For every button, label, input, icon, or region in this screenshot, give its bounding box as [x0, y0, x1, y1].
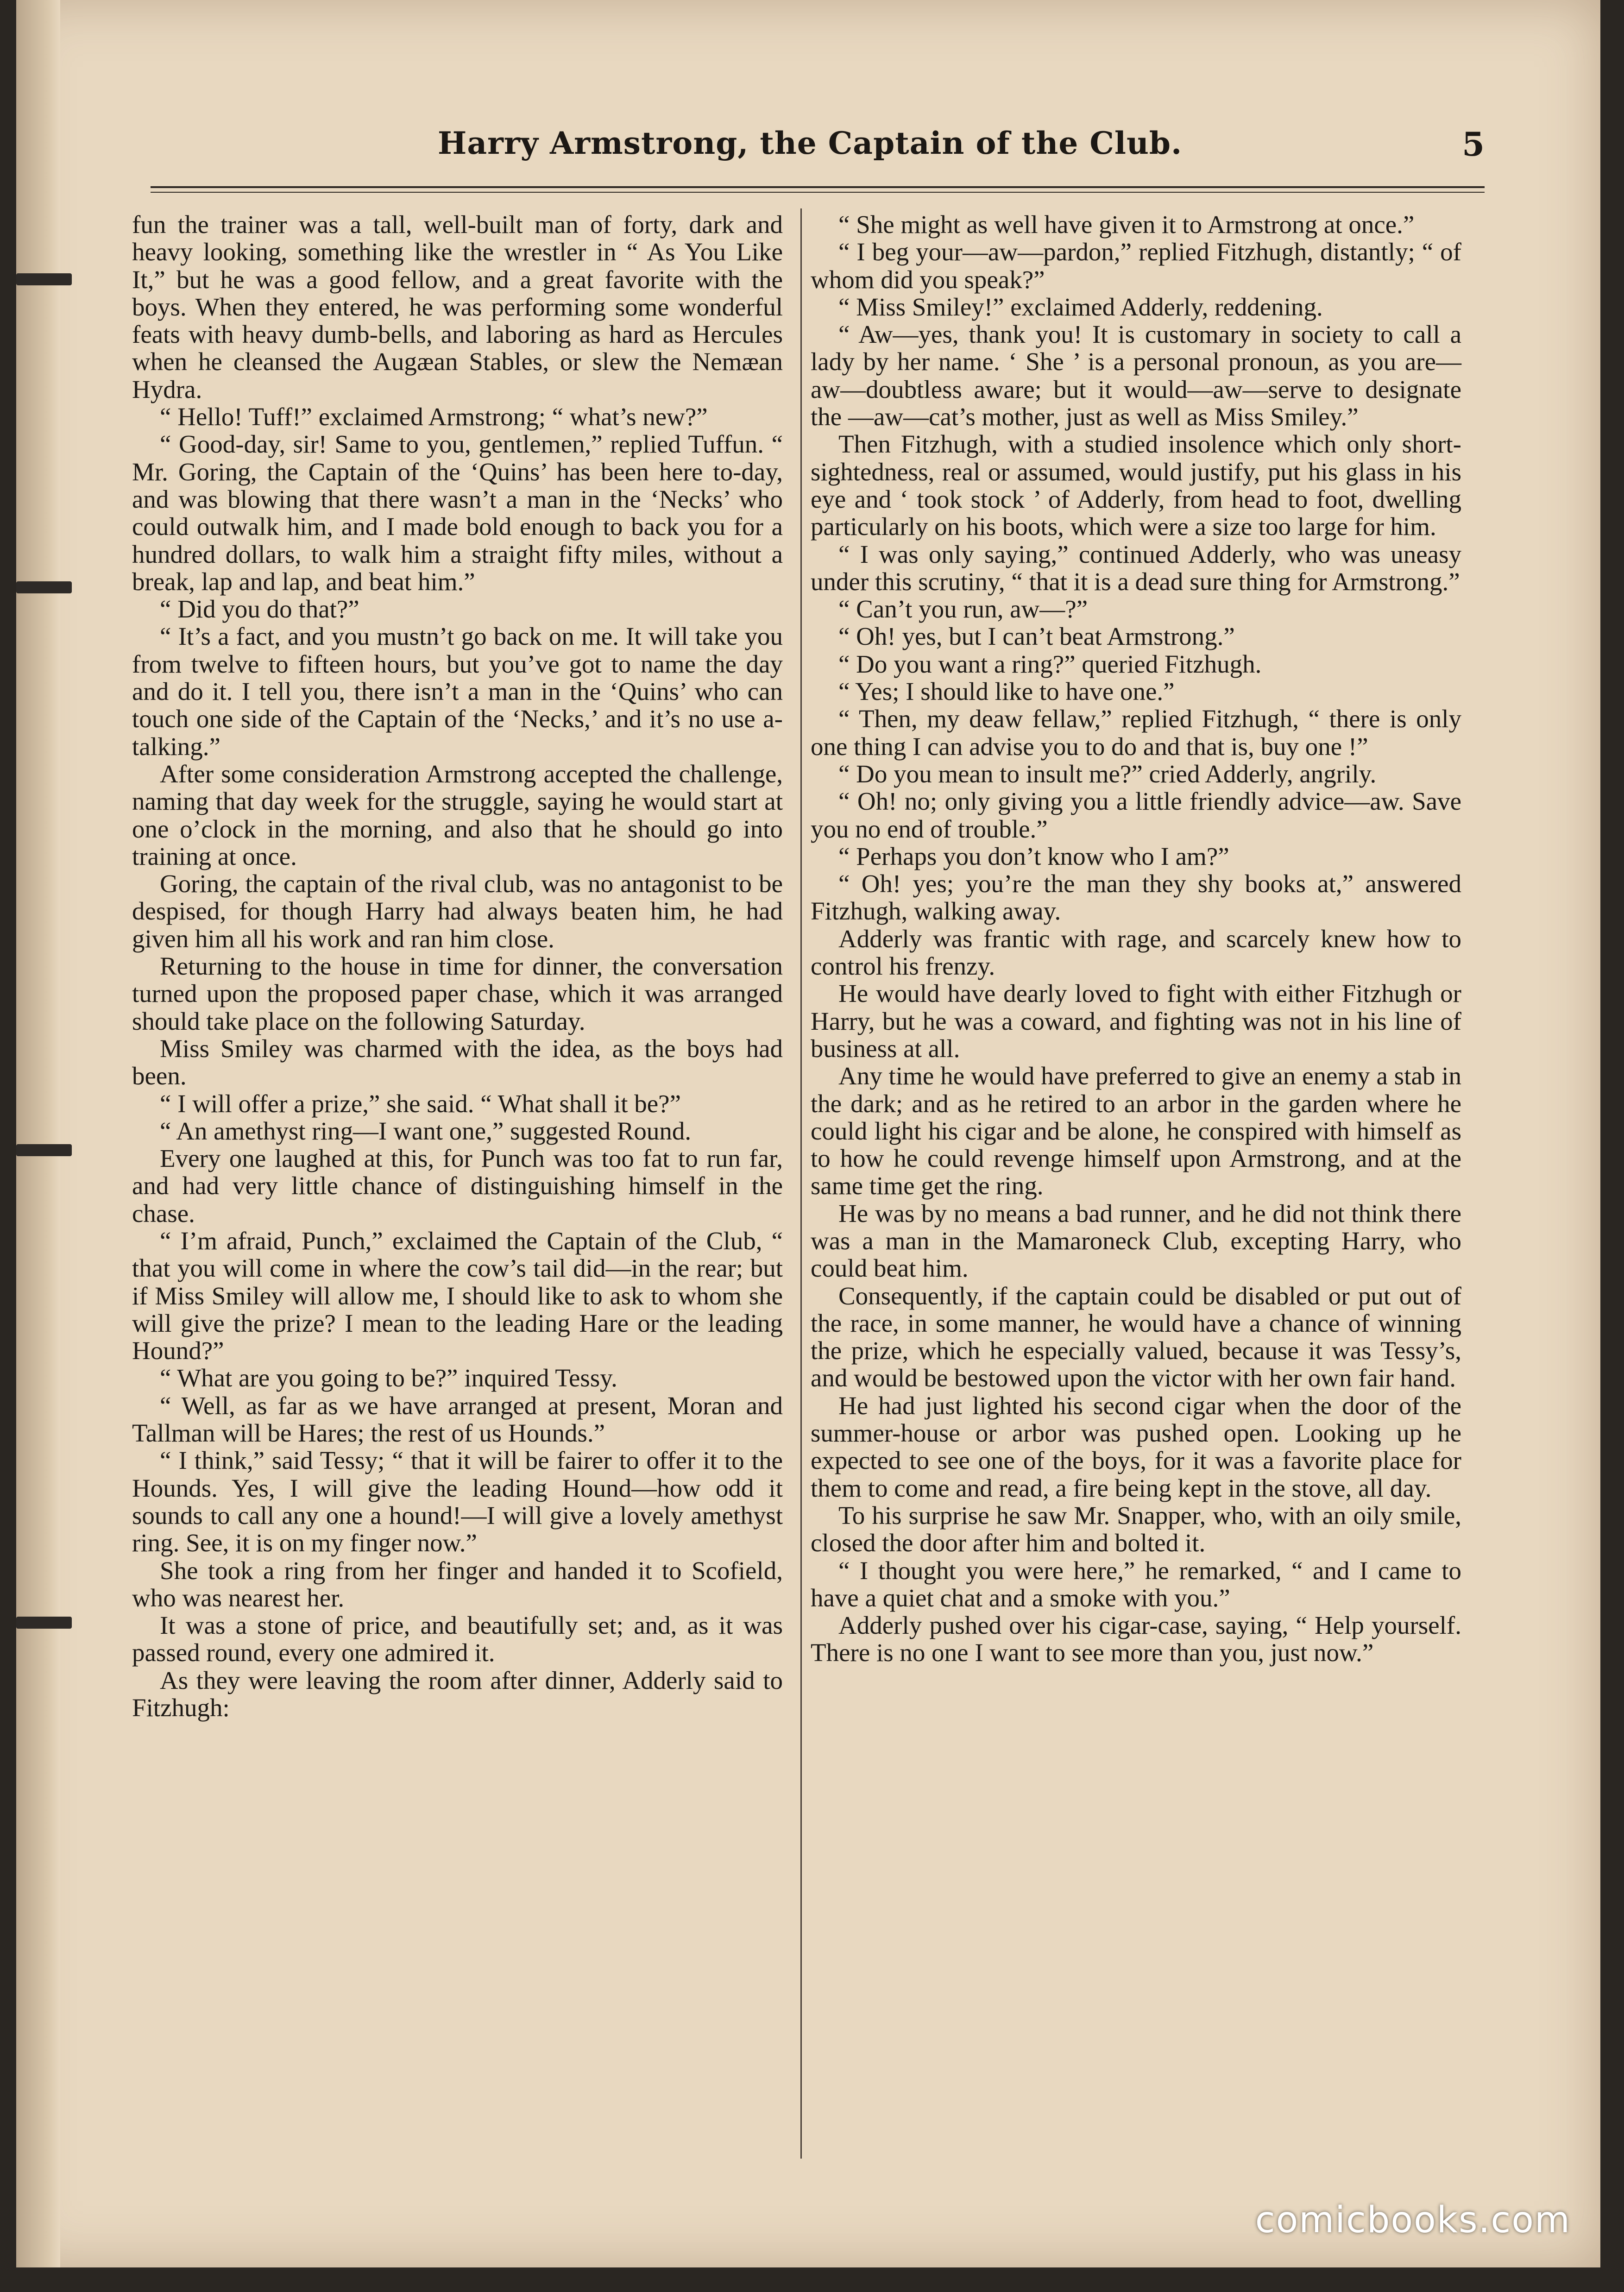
paragraph: “ I thought you were here,” he remarked, “ and I came to have a quiet chat and a smoke with you.”: [811, 1556, 1461, 1612]
binding-gutter: [16, 0, 60, 2267]
paragraph: “ I’m afraid, Punch,” exclaimed the Captain of the Club, “ that you will come in where the cow’s tail did—in the rear; but if Miss Smiley will allow me, I should like to ask to whom she will give the prize? I mean to the leading Hare or the leading Hound?”: [132, 1226, 783, 1365]
paragraph: “ Well, as far as we have arranged at present, Moran and Tallman will be Hares; the rest of us Hounds.”: [132, 1391, 783, 1448]
paragraph: “ I will offer a prize,” she said. “ What shall it be?”: [160, 1089, 681, 1118]
paragraph: She took a ring from her finger and handed it to Scofield, who was nearest her.: [132, 1556, 783, 1612]
paragraph: He was by no means a bad runner, and he did not think there was a man in the Mamaroneck Club, excepting Harry, who could beat him.: [811, 1199, 1461, 1283]
paragraph: “ Good-day, sir! Same to you, gentlemen,” replied Tuffun. “ Mr. Goring, the Captain of the ‘Quins’ has been here to-day, and was blowing that there wasn’t a man in the ‘Necks’ who could outwalk him, and I made bold enough to back you for a hundred dollars, to walk him a straight fifty miles, without a break, lap and lap, and beat him.”: [132, 430, 783, 596]
paragraph: “ An amethyst ring—I want one,” suggested Round.: [160, 1116, 692, 1145]
paragraph: Then Fitzhugh, with a studied insolence which only short-sightedness, real or assumed, would justify, put his glass in his eye and ‘ took stock ’ of Adderly, from head to foot, dwelling particularly on his boots, which were a size too large for him.: [811, 430, 1461, 541]
paragraph: He would have dearly loved to fight with either Fitzhugh or Harry, but he was a coward, and fighting was not in his line of business at all.: [811, 979, 1461, 1063]
right-column: [811, 211, 1461, 1667]
paragraph: After some consideration Armstrong accepted the challenge, naming that day week for the struggle, saying he would start at one o’clock in the morning, and also that he should go into training at once.: [132, 759, 783, 870]
paragraph: “ Did you do that?”: [160, 595, 359, 623]
paragraph: Adderly was frantic with rage, and scarcely knew how to control his frenzy.: [811, 924, 1461, 981]
column-divider: [800, 208, 802, 2159]
paragraph: “ I was only saying,” continued Adderly, who was uneasy under this scrutiny, “ that it is a dead sure thing for Armstrong.”: [811, 540, 1461, 596]
paragraph: “ Perhaps you don’t know who I am?”: [838, 842, 1229, 870]
paragraph: “ Can’t you run, aw—?”: [838, 595, 1088, 623]
paragraph: “ Then, my deaw fellaw,” replied Fitzhugh, “ there is only one thing I can advise you to do and that is, buy one !”: [811, 705, 1461, 761]
binding-thread: [16, 273, 72, 285]
paragraph: “ It’s a fact, and you mustn’t go back on me. It will take you from twelve to fifteen hours, but you’ve got to name the day and do it. I tell you, there isn’t a man in the ‘Quins’ who can touch one side of the Captain of the ‘Necks,’ and it’s no use a-talking.”: [132, 622, 783, 761]
paragraph: fun the trainer was a tall, well-built man of forty, dark and heavy looking, something like the wrestler in “ As You Like It,” but he was a good fellow, and a great favorite with the boys. When they entered, he was performing some wonderful feats with heavy dumb-bells, and laboring as hard as Hercules when he cleansed the Augæan Stables, or slew the Nemæan Hydra.: [132, 210, 783, 403]
binding-thread: [16, 1617, 72, 1629]
paragraph: Adderly pushed over his cigar-case, saying, “ Help yourself. There is no one I want to see more than you, just now.”: [811, 1611, 1461, 1667]
paragraph: “ Oh! yes, but I can’t beat Armstrong.”: [838, 622, 1235, 651]
watermark: comicbooks.com: [1255, 2199, 1571, 2241]
paragraph: “ I beg your—aw—pardon,” replied Fitzhugh, distantly; “ of whom did you speak?”: [811, 238, 1461, 294]
paragraph: “ Oh! yes; you’re the man they shy books at,” answered Fitzhugh, walking away.: [811, 869, 1461, 926]
paragraph: “ Hello! Tuff!” exclaimed Armstrong; “ what’s new?”: [160, 403, 708, 431]
page-number: 5: [1462, 125, 1485, 164]
paragraph: He had just lighted his second cigar when the door of the summer-house or arbor was pushed open. Looking up he expected to see one of the boys, for it was a favorite place for them to come and read, a fire being kept in the stove, all day.: [811, 1391, 1461, 1502]
binding-thread: [16, 1144, 72, 1156]
paragraph: Any time he would have preferred to give an enemy a stab in the dark; and as he retired to an arbor in the garden where he could light his cigar and be alone, he conspired with himself as to how he could revenge himself upon Armstrong, and at the same time get the ring.: [811, 1062, 1461, 1200]
paragraph: Miss Smiley was charmed with the idea, as the boys had been.: [132, 1034, 783, 1090]
running-title: Harry Armstrong, the Captain of the Club.: [438, 125, 1183, 161]
paragraph: “ She might as well have given it to Armstrong at once.”: [838, 210, 1415, 239]
paragraph: “ Yes; I should like to have one.”: [838, 677, 1175, 706]
paragraph: “ Do you want a ring?” queried Fitzhugh.: [838, 649, 1262, 678]
paragraph: “ Aw—yes, thank you! It is customary in society to call a lady by her name. ‘ She ’ is a personal pronoun, as you are—aw—doubtless aware; but it would—aw—serve to designate the —aw—cat’s mother, just as well as Miss Smiley.”: [811, 320, 1461, 431]
paragraph: “ What are you going to be?” inquired Tessy.: [160, 1364, 617, 1392]
paragraph: Returning to the house in time for dinner, the conversation turned upon the proposed paper chase, which it was arranged should take place on the following Saturday.: [132, 952, 783, 1035]
binding-thread: [16, 581, 72, 593]
paragraph: As they were leaving the room after dinner, Adderly said to Fitzhugh:: [132, 1666, 783, 1722]
header-rule: [151, 186, 1485, 193]
paragraph: To his surprise he saw Mr. Snapper, who, with an oily smile, closed the door after him and bolted it.: [811, 1501, 1461, 1557]
paragraph: Consequently, if the captain could be disabled or put out of the race, in some manner, he would have a chance of winning the prize, which he especially valued, because it was Tessy’s, and would be bestowed upon the victor with her own fair hand.: [811, 1281, 1461, 1392]
paragraph: “ I think,” said Tessy; “ that it will be fairer to offer it to the Hounds. Yes, I will give the leading Hound—how odd it sounds to call any one a hound!—I will give a lovely amethyst ring. See, it is on my finger now.”: [132, 1446, 783, 1557]
paragraph: Every one laughed at this, for Punch was too fat to run far, and had very little chance of distinguishing himself in the chase.: [132, 1144, 783, 1228]
paragraph: “ Oh! no; only giving you a little friendly advice—aw. Save you no end of trouble.”: [811, 787, 1461, 843]
paragraph: “ Miss Smiley!” exclaimed Adderly, reddening.: [838, 292, 1323, 321]
paragraph: It was a stone of price, and beautifully set; and, as it was passed round, every one admired it.: [132, 1611, 783, 1667]
paragraph: “ Do you mean to insult me?” cried Adderly, angrily.: [838, 759, 1377, 788]
running-header: [151, 125, 1485, 176]
left-column: [132, 211, 783, 1721]
paragraph: Goring, the captain of the rival club, was no antagonist to be despised, for though Harry had always beaten him, he had given him all his work and ran him close.: [132, 869, 783, 953]
